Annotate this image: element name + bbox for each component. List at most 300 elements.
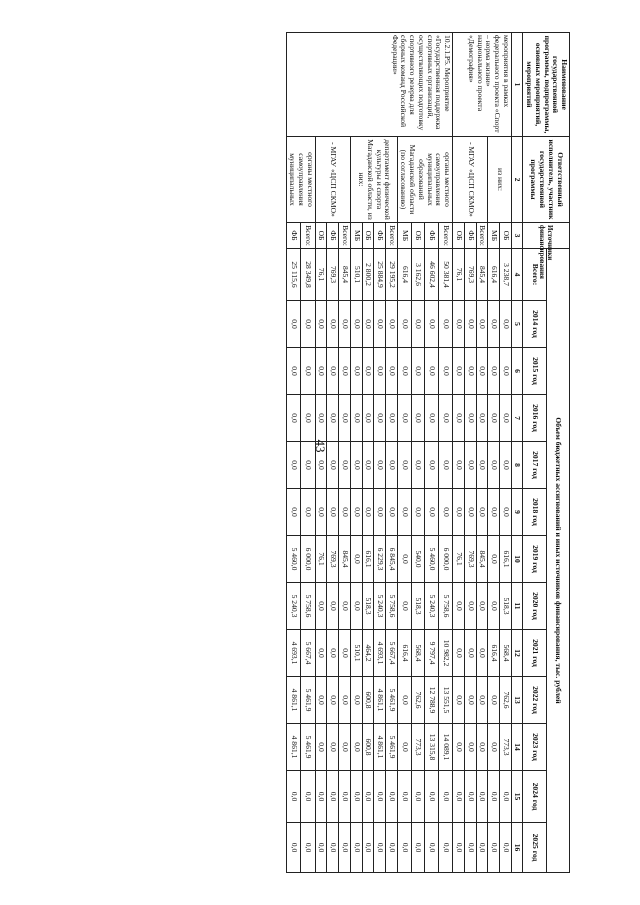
year-value-cell: 0,0	[362, 348, 374, 395]
year-value-cell: 0,0	[374, 489, 386, 536]
header-year: 2015 год	[523, 348, 546, 395]
header-year: 2024 год	[523, 771, 546, 823]
year-value-cell: 518,3	[499, 583, 511, 630]
column-number: 6	[511, 348, 523, 395]
year-value-cell: 5 461,9	[301, 724, 316, 771]
year-value-cell: 0,0	[476, 823, 488, 873]
year-value-cell: 76,1	[453, 536, 465, 583]
year-value-cell: 9 797,4	[425, 630, 439, 677]
year-value-cell: 0,0	[339, 348, 351, 395]
executor-cell: органы местного самоуправления муниципальных	[286, 137, 315, 223]
year-value-cell: 0,0	[488, 442, 500, 489]
year-value-cell: 0,0	[397, 348, 411, 395]
year-value-cell: 0,0	[453, 395, 465, 442]
year-value-cell: 0,0	[488, 677, 500, 724]
year-value-cell: 0,0	[301, 395, 316, 442]
year-value-cell: 845,4	[476, 536, 488, 583]
year-value-cell: 0,0	[397, 823, 411, 873]
year-value-cell: 0,0	[350, 823, 362, 873]
total-cell: 769,3	[464, 249, 476, 301]
year-value-cell: 0,0	[374, 771, 386, 823]
year-value-cell: 0,0	[315, 583, 327, 630]
source-cell: ФБ	[425, 223, 439, 249]
year-value-cell: 5 758,6	[386, 583, 398, 630]
year-value-cell: 0,0	[464, 771, 476, 823]
year-value-cell: 0,0	[488, 489, 500, 536]
year-value-cell: 0,0	[286, 823, 301, 873]
source-cell: Всего:	[301, 223, 316, 249]
header-year: 2016 год	[523, 395, 546, 442]
total-cell: 769,3	[327, 249, 339, 301]
total-cell: 616,4	[488, 249, 500, 301]
year-value-cell: 0,0	[453, 771, 465, 823]
year-value-cell: 0,0	[315, 771, 327, 823]
total-cell: 616,4	[397, 249, 411, 301]
page-number: 43	[313, 439, 328, 453]
year-value-cell: 0,0	[315, 677, 327, 724]
year-value-cell: 0,0	[425, 771, 439, 823]
source-cell: ФБ	[374, 223, 386, 249]
year-value-cell: 0,0	[464, 395, 476, 442]
year-value-cell: 0,0	[464, 677, 476, 724]
year-value-cell: 0,0	[488, 823, 500, 873]
year-value-cell: 0,0	[411, 395, 425, 442]
year-value-cell: 5 460,0	[286, 536, 301, 583]
year-value-cell: 0,0	[327, 348, 339, 395]
year-value-cell: 464,2	[362, 630, 374, 677]
year-value-cell: 0,0	[386, 823, 398, 873]
year-value-cell: 0,0	[499, 348, 511, 395]
year-value-cell: 0,0	[453, 677, 465, 724]
year-value-cell: 0,0	[488, 395, 500, 442]
year-value-cell: 769,3	[327, 536, 339, 583]
year-value-cell: 6 000,0	[301, 536, 316, 583]
total-cell: 845,4	[339, 249, 351, 301]
year-value-cell: 0,0	[397, 724, 411, 771]
year-value-cell: 6 229,3	[374, 536, 386, 583]
year-value-cell: 0,0	[397, 442, 411, 489]
year-value-cell: 0,0	[386, 771, 398, 823]
year-value-cell: 76,1	[315, 536, 327, 583]
year-value-cell: 0,0	[350, 489, 362, 536]
year-value-cell: 4 693,1	[286, 630, 301, 677]
year-value-cell: 0,0	[464, 489, 476, 536]
year-value-cell: 5 461,9	[386, 677, 398, 724]
year-value-cell: 0,0	[374, 442, 386, 489]
column-number: 2	[511, 137, 523, 223]
year-value-cell: 6 845,4	[386, 536, 398, 583]
year-value-cell: 0,0	[464, 630, 476, 677]
year-value-cell: 0,0	[425, 348, 439, 395]
year-value-cell: 5 240,3	[286, 583, 301, 630]
year-value-cell: 0,0	[397, 301, 411, 348]
year-value-cell: 762,6	[499, 677, 511, 724]
year-value-cell: 0,0	[386, 395, 398, 442]
year-value-cell: 0,0	[453, 348, 465, 395]
column-number: 14	[511, 724, 523, 771]
year-value-cell: 10 982,2	[439, 630, 453, 677]
year-value-cell: 616,1	[499, 536, 511, 583]
year-value-cell: 4 693,1	[374, 630, 386, 677]
header-year: 2014 год	[523, 301, 546, 348]
year-value-cell: 0,0	[476, 301, 488, 348]
year-value-cell: 845,4	[339, 536, 351, 583]
header-year: 2018 год	[523, 489, 546, 536]
year-value-cell: 0,0	[397, 395, 411, 442]
year-value-cell: 0,0	[439, 489, 453, 536]
year-value-cell: 0,0	[339, 630, 351, 677]
year-value-cell: 0,0	[339, 442, 351, 489]
year-value-cell: 0,0	[286, 771, 301, 823]
year-value-cell: 0,0	[362, 301, 374, 348]
total-cell: 76,1	[453, 249, 465, 301]
year-value-cell: 0,0	[362, 823, 374, 873]
year-value-cell: 616,4	[397, 630, 411, 677]
year-value-cell: 0,0	[499, 442, 511, 489]
year-value-cell: 13 551,5	[439, 677, 453, 724]
year-value-cell: 12 788,9	[425, 677, 439, 724]
year-value-cell: 0,0	[425, 395, 439, 442]
year-value-cell: 0,0	[350, 771, 362, 823]
source-cell: ФБ	[327, 223, 339, 249]
year-value-cell: 0,0	[350, 442, 362, 489]
column-number: 8	[511, 442, 523, 489]
column-number: 7	[511, 395, 523, 442]
year-value-cell: 568,4	[499, 630, 511, 677]
year-value-cell: 0,0	[339, 395, 351, 442]
year-value-cell: 0,0	[499, 489, 511, 536]
year-value-cell: 0,0	[339, 771, 351, 823]
year-value-cell: 0,0	[453, 630, 465, 677]
table-row	[439, 33, 453, 873]
year-value-cell: 0,0	[301, 348, 316, 395]
year-value-cell: 0,0	[339, 724, 351, 771]
source-cell: МБ	[397, 223, 411, 249]
column-number: 15	[511, 771, 523, 823]
header-source: Источники финансирования	[523, 223, 570, 249]
year-value-cell: 0,0	[339, 677, 351, 724]
source-cell: ОБ	[362, 223, 374, 249]
year-value-cell: 0,0	[350, 583, 362, 630]
year-value-cell: 0,0	[362, 395, 374, 442]
year-value-cell: 0,0	[464, 348, 476, 395]
year-value-cell: 0,0	[374, 301, 386, 348]
source-cell: ОБ	[499, 223, 511, 249]
total-cell: 76,1	[315, 249, 327, 301]
year-value-cell: 0,0	[374, 823, 386, 873]
table-row	[476, 33, 488, 873]
year-value-cell: 0,0	[386, 301, 398, 348]
year-value-cell: 0,0	[411, 348, 425, 395]
year-value-cell: 518,3	[411, 583, 425, 630]
year-value-cell: 0,0	[362, 489, 374, 536]
year-value-cell: 0,0	[301, 771, 316, 823]
year-value-cell: 0,0	[286, 348, 301, 395]
year-value-cell: 0,0	[476, 630, 488, 677]
year-value-cell: 762,6	[411, 677, 425, 724]
year-value-cell: 0,0	[286, 395, 301, 442]
year-value-cell: 0,0	[315, 395, 327, 442]
year-value-cell: 0,0	[339, 301, 351, 348]
header-volume: Объем бюджетных ассигнований и иных источников финансирования, тыс. рублей	[546, 249, 569, 873]
financing-table-container	[70, 32, 570, 872]
column-number: 11	[511, 583, 523, 630]
executor-cell: - МГАУ «ЦСП СКМО»	[453, 137, 488, 223]
header-executor: Ответственный исполнитель, участник государственной программы	[523, 137, 570, 223]
year-value-cell: 0,0	[397, 536, 411, 583]
year-value-cell: 6 000,0	[439, 536, 453, 583]
year-value-cell: 0,0	[464, 583, 476, 630]
year-value-cell: 518,3	[362, 583, 374, 630]
year-value-cell: 0,0	[488, 348, 500, 395]
year-value-cell: 0,0	[453, 823, 465, 873]
year-value-cell: 0,0	[488, 771, 500, 823]
table-row	[386, 33, 398, 873]
year-value-cell: 0,0	[315, 489, 327, 536]
year-value-cell: 0,0	[374, 348, 386, 395]
year-value-cell: 0,0	[453, 724, 465, 771]
year-value-cell: 0,0	[350, 536, 362, 583]
year-value-cell: 0,0	[488, 301, 500, 348]
column-number: 10	[511, 536, 523, 583]
year-value-cell: 0,0	[425, 489, 439, 536]
table-header	[511, 33, 569, 873]
source-cell: Всего:	[476, 223, 488, 249]
year-value-cell: 0,0	[286, 301, 301, 348]
year-value-cell: 600,8	[362, 677, 374, 724]
column-number: 12	[511, 630, 523, 677]
year-value-cell: 0,0	[301, 442, 316, 489]
year-value-cell: 4 861,1	[374, 677, 386, 724]
table-row	[339, 33, 351, 873]
year-value-cell: 0,0	[464, 301, 476, 348]
year-value-cell: 0,0	[327, 489, 339, 536]
year-value-cell: 0,0	[499, 823, 511, 873]
year-value-cell: 0,0	[350, 348, 362, 395]
total-cell: 2 800,2	[362, 249, 374, 301]
year-value-cell: 0,0	[386, 442, 398, 489]
total-cell: 29 195,2	[386, 249, 398, 301]
header-year: 2025 год	[523, 823, 546, 873]
table-body	[286, 33, 511, 873]
header-year: 2020 год	[523, 583, 546, 630]
measure-name-cell: мероприятия в рамках федерального проекта «Спорт – норма жизни» национального проекта «Демография»	[453, 33, 512, 137]
year-value-cell: 14 089,1	[439, 724, 453, 771]
year-value-cell: 0,0	[439, 395, 453, 442]
executor-cell: департамент физической культуры и спорта Магаданской области, из них:	[350, 137, 397, 223]
year-value-cell: 0,0	[315, 724, 327, 771]
total-cell: 3 238,7	[499, 249, 511, 301]
year-value-cell: 0,0	[301, 823, 316, 873]
year-value-cell: 0,0	[350, 724, 362, 771]
year-value-cell: 0,0	[439, 301, 453, 348]
source-cell: ФБ	[464, 223, 476, 249]
source-cell: Всего:	[439, 223, 453, 249]
year-value-cell: 0,0	[327, 630, 339, 677]
total-cell: 25 884,9	[374, 249, 386, 301]
year-value-cell: 0,0	[453, 583, 465, 630]
year-value-cell: 5 461,9	[301, 677, 316, 724]
executor-cell: органы местного самоуправления муниципальных образований Магаданской области (по согласованию)	[397, 137, 452, 223]
year-value-cell: 568,4	[411, 630, 425, 677]
total-cell: 50 381,4	[439, 249, 453, 301]
source-cell: МБ	[488, 223, 500, 249]
header-year: 2023 год	[523, 724, 546, 771]
year-value-cell: 0,0	[499, 301, 511, 348]
header-total: Всего:	[523, 249, 546, 301]
source-cell: ФБ	[286, 223, 301, 249]
column-number: 13	[511, 677, 523, 724]
year-value-cell: 0,0	[411, 771, 425, 823]
year-value-cell: 0,0	[397, 583, 411, 630]
year-value-cell: 600,8	[362, 724, 374, 771]
year-value-cell: 0,0	[315, 348, 327, 395]
year-value-cell: 0,0	[327, 583, 339, 630]
year-value-cell: 0,0	[411, 442, 425, 489]
header-year: 2022 год	[523, 677, 546, 724]
column-number: 1	[511, 33, 523, 137]
header-year: 2017 год	[523, 442, 546, 489]
year-value-cell: 0,0	[386, 348, 398, 395]
year-value-cell: 0,0	[453, 442, 465, 489]
total-cell: 3 162,6	[411, 249, 425, 301]
year-value-cell: 0,0	[350, 395, 362, 442]
year-value-cell: 0,0	[315, 823, 327, 873]
year-value-cell: 5 758,6	[301, 583, 316, 630]
year-value-cell: 773,3	[411, 724, 425, 771]
header-name: Наименование государственной программы, подпрограммы, основных мероприятий, мероприятий	[523, 33, 570, 137]
table-row	[301, 33, 316, 873]
year-value-cell: 0,0	[350, 677, 362, 724]
year-value-cell: 0,0	[397, 489, 411, 536]
header-year: 2021 год	[523, 630, 546, 677]
year-value-cell: 0,0	[464, 442, 476, 489]
year-value-cell: 0,0	[476, 771, 488, 823]
year-value-cell: 5 667,4	[301, 630, 316, 677]
year-value-cell: 0,0	[476, 677, 488, 724]
year-value-cell: 769,3	[464, 536, 476, 583]
year-value-cell: 0,0	[327, 442, 339, 489]
source-cell: ОБ	[411, 223, 425, 249]
year-value-cell: 0,0	[327, 395, 339, 442]
year-value-cell: 0,0	[464, 823, 476, 873]
column-number: 16	[511, 823, 523, 873]
year-value-cell: 0,0	[488, 583, 500, 630]
year-value-cell: 616,1	[362, 536, 374, 583]
year-value-cell: 13 315,8	[425, 724, 439, 771]
year-value-cell: 5 461,9	[386, 724, 398, 771]
table-row	[499, 33, 511, 873]
year-value-cell: 773,3	[499, 724, 511, 771]
year-value-cell: 0,0	[488, 536, 500, 583]
column-number: 9	[511, 489, 523, 536]
year-value-cell: 0,0	[327, 677, 339, 724]
year-value-cell: 0,0	[315, 630, 327, 677]
executor-cell: - МГАУ «ЦСП СКМО»	[315, 137, 350, 223]
source-cell: Всего:	[386, 223, 398, 249]
source-cell: ОБ	[453, 223, 465, 249]
year-value-cell: 0,0	[362, 771, 374, 823]
total-cell: 845,4	[476, 249, 488, 301]
year-value-cell: 0,0	[315, 442, 327, 489]
year-value-cell: 0,0	[397, 771, 411, 823]
source-cell: ОБ	[315, 223, 327, 249]
year-value-cell: 0,0	[374, 395, 386, 442]
year-value-cell: 4 861,1	[286, 724, 301, 771]
year-value-cell: 5 460,0	[425, 536, 439, 583]
year-value-cell: 5 240,3	[425, 583, 439, 630]
year-value-cell: 4 861,1	[286, 677, 301, 724]
total-cell: 25 115,6	[286, 249, 301, 301]
year-value-cell: 0,0	[476, 489, 488, 536]
year-value-cell: 0,0	[362, 442, 374, 489]
year-value-cell: 0,0	[476, 348, 488, 395]
year-value-cell: 0,0	[301, 489, 316, 536]
year-value-cell: 0,0	[476, 583, 488, 630]
year-value-cell: 616,4	[488, 630, 500, 677]
year-value-cell: 4 861,1	[374, 724, 386, 771]
year-value-cell: 0,0	[315, 301, 327, 348]
year-value-cell: 0,0	[301, 301, 316, 348]
year-value-cell: 0,0	[327, 301, 339, 348]
year-value-cell: 0,0	[439, 771, 453, 823]
year-value-cell: 0,0	[327, 771, 339, 823]
year-value-cell: 0,0	[386, 489, 398, 536]
year-value-cell: 0,0	[488, 724, 500, 771]
source-cell: Всего:	[339, 223, 351, 249]
year-value-cell: 5 240,3	[374, 583, 386, 630]
year-value-cell: 0,0	[439, 823, 453, 873]
year-value-cell: 0,0	[439, 348, 453, 395]
year-value-cell: 0,0	[411, 823, 425, 873]
year-value-cell: 0,0	[397, 677, 411, 724]
year-value-cell: 0,0	[327, 823, 339, 873]
year-value-cell: 0,0	[327, 724, 339, 771]
year-value-cell: 0,0	[411, 489, 425, 536]
total-cell: 46 602,4	[425, 249, 439, 301]
year-value-cell: 5 667,4	[386, 630, 398, 677]
year-value-cell: 0,0	[499, 771, 511, 823]
executor-cell: из них:	[488, 137, 511, 223]
year-value-cell: 0,0	[499, 395, 511, 442]
source-cell: МБ	[350, 223, 362, 249]
year-value-cell: 0,0	[464, 724, 476, 771]
measure-name-cell: 10.2.1.Р5. Мероприятие «Государственная поддержка спортивных организаций, осуществляющих подготовку спортивного резерва для сборных команд Российской Федерации»	[286, 33, 453, 137]
year-value-cell: 540,0	[411, 536, 425, 583]
year-value-cell: 0,0	[425, 442, 439, 489]
year-value-cell: 0,0	[476, 724, 488, 771]
year-value-cell: 5 758,6	[439, 583, 453, 630]
year-value-cell: 0,0	[453, 489, 465, 536]
header-year: 2019 год	[523, 536, 546, 583]
year-value-cell: 0,0	[286, 489, 301, 536]
total-cell: 28 349,8	[301, 249, 316, 301]
year-value-cell: 0,0	[339, 489, 351, 536]
year-value-cell: 0,0	[286, 442, 301, 489]
year-value-cell: 510,1	[350, 630, 362, 677]
year-value-cell: 0,0	[453, 301, 465, 348]
year-value-cell: 0,0	[339, 823, 351, 873]
column-number: 4	[511, 249, 523, 301]
year-value-cell: 0,0	[476, 395, 488, 442]
total-cell: 510,1	[350, 249, 362, 301]
column-number: 5	[511, 301, 523, 348]
year-value-cell: 0,0	[439, 442, 453, 489]
year-value-cell: 0,0	[425, 301, 439, 348]
financing-table	[286, 32, 570, 873]
year-value-cell: 0,0	[350, 301, 362, 348]
year-value-cell: 0,0	[339, 583, 351, 630]
